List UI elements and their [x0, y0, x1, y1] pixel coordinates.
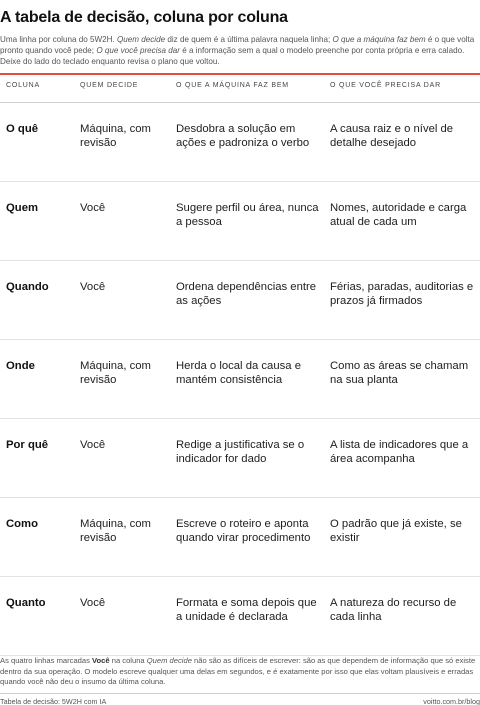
cell-maquina: Desdobra a solução em ações e padroniza o verbo [176, 123, 310, 149]
cell-quem-decide: Você [80, 281, 106, 293]
cell-voce: A natureza do recurso de cada linha [330, 597, 457, 623]
cell-quem-decide: Máquina, com revisão [80, 123, 151, 149]
cell-coluna: O quê [6, 123, 39, 135]
intro-paragraph [0, 34, 478, 67]
page-title: A tabela de decisão, coluna por coluna [0, 9, 288, 26]
table-row [0, 498, 480, 577]
cell-quem-decide: Você [80, 202, 106, 214]
intro-em-quem-decide: Quem decide [116, 35, 166, 44]
cell-quem-decide: Máquina, com revisão [80, 360, 151, 386]
cell-maquina: Ordena dependências entre as ações [176, 281, 317, 307]
footnote-text-1: As quatro linhas marcadas [0, 656, 93, 665]
accent-divider [0, 73, 480, 75]
intro-text-4: é a informação sem a qual o modelo preenche por conta própria e erra calado. Deixe do lado do teclado enquanto revisa o plano que voltou. [0, 46, 465, 66]
footnote-strong-voce: Você [92, 656, 110, 665]
header-quem-decide: QUEM DECIDE [80, 82, 139, 89]
table-row [0, 577, 480, 656]
header-coluna: COLUNA [6, 82, 40, 89]
footer-link[interactable]: voitto.com.br/blog [423, 697, 480, 705]
footnote-text-3: não são as difíceis de escrever: são as que dependem de informação que só existe dentro da sua operação. O modelo escreve qualquer uma delas em segundos, e é exatamente por isso que elas voltam plausíveis e erradas quando você não deu o insumo da última coluna. [0, 656, 476, 686]
footnote-text-2: na coluna [109, 656, 147, 665]
cell-coluna: Por quê [6, 439, 49, 451]
cell-quem-decide: Máquina, com revisão [80, 518, 151, 544]
intro-em-voce-precisa: O que você precisa dar [96, 46, 180, 55]
header-voce-precisa-dar: O QUE VOCÊ PRECISA DAR [330, 82, 441, 89]
footnote-em-quem-decide: Quem decide [146, 656, 192, 665]
table-header [0, 82, 480, 96]
cell-coluna: Quanto [6, 597, 46, 609]
table-row [0, 261, 480, 340]
table-row [0, 182, 480, 261]
cell-voce: Férias, paradas, auditorias e prazos já firmados [330, 281, 474, 307]
intro-text-1: Uma linha por coluna do 5W2H. [0, 35, 117, 44]
footer-divider [0, 693, 480, 694]
cell-voce: A causa raiz e o nível de detalhe desejado [330, 123, 454, 149]
intro-text-3: é o que volta pronto quando você pede; [0, 35, 475, 55]
cell-maquina: Herda o local da causa e mantém consistência [176, 360, 301, 386]
header-maquina-faz-bem: O QUE A MÁQUINA FAZ BEM [176, 82, 289, 89]
cell-maquina: Escreve o roteiro e aponta quando virar procedimento [176, 518, 311, 544]
cell-coluna: Quando [6, 281, 49, 293]
footnote [0, 656, 478, 688]
cell-maquina: Sugere perfil ou área, nunca a pessoa [176, 202, 319, 228]
cell-voce: Como as áreas se chamam na sua planta [330, 360, 469, 386]
cell-quem-decide: Você [80, 597, 106, 609]
cell-coluna: Como [6, 518, 39, 530]
cell-coluna: Quem [6, 202, 39, 214]
intro-em-maquina: O que a máquina faz bem [332, 35, 426, 44]
cell-quem-decide: Você [80, 439, 106, 451]
cell-voce: O padrão que já existe, se existir [330, 518, 462, 544]
intro-text-2: diz de quem é a última palavra naquela linha; [165, 35, 333, 44]
table-row [0, 103, 480, 182]
cell-voce: A lista de indicadores que a área acompanha [330, 439, 469, 465]
footer-caption: Tabela de decisão: 5W2H com IA [0, 697, 107, 705]
cell-coluna: Onde [6, 360, 35, 372]
table-row [0, 340, 480, 419]
cell-voce: Nomes, autoridade e carga atual de cada um [330, 202, 467, 228]
cell-maquina: Formata e soma depois que a unidade é declarada [176, 597, 317, 623]
table-row [0, 419, 480, 498]
cell-maquina: Redige a justificativa se o indicador for dado [176, 439, 305, 465]
